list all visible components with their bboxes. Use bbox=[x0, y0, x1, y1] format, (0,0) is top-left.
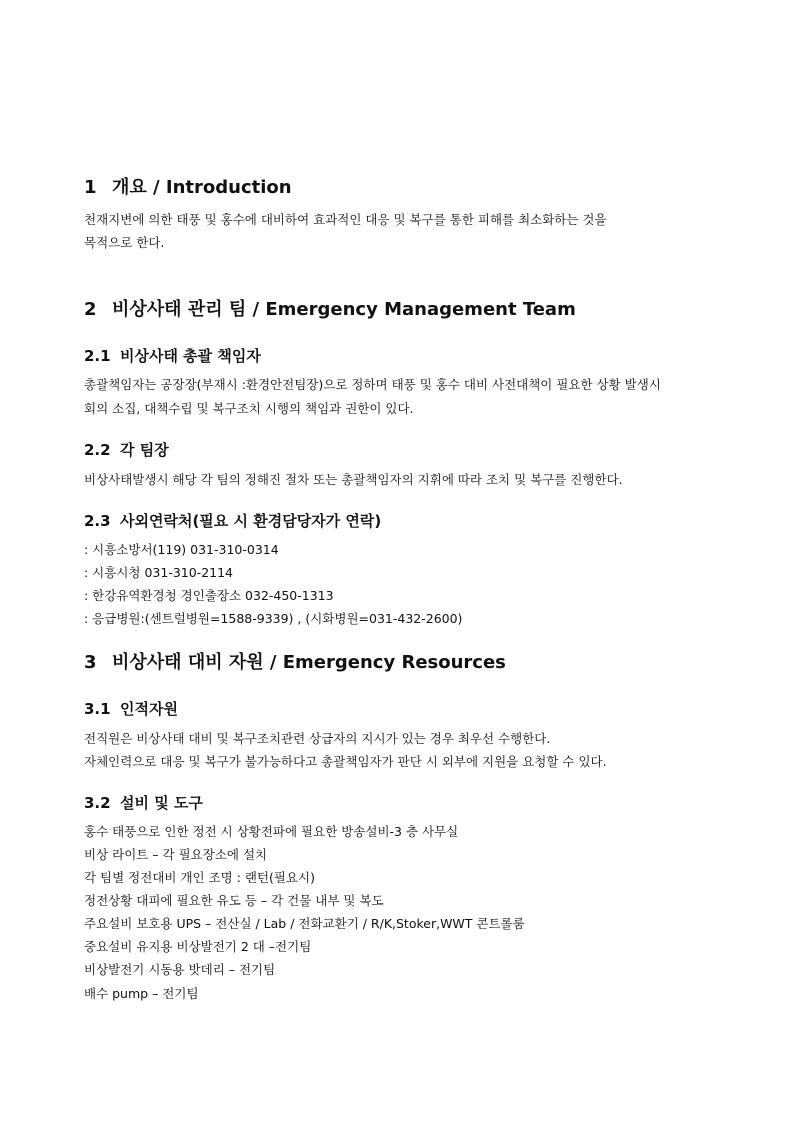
subsection-title: 설비 및 도구 bbox=[120, 794, 203, 812]
section-title: 비상사태 대비 자원 / Emergency Resources bbox=[112, 652, 506, 673]
contact-line: : 시흥소방서(119) 031-310-0314 bbox=[84, 542, 279, 557]
section-number: 3 bbox=[84, 652, 97, 673]
subsection-2-2-heading bbox=[84, 440, 169, 460]
subsection-title: 비상사태 총괄 책임자 bbox=[120, 347, 261, 365]
paragraph-line: 비상사태발생시 해당 각 팀의 정해진 절차 또는 총괄책임자의 지휘에 따라 조치 및 복구를 진행한다. bbox=[84, 472, 623, 487]
subsection-3-1-heading bbox=[84, 699, 178, 719]
section-title: 비상사태 관리 팀 / Emergency Management Team bbox=[112, 299, 576, 320]
paragraph-line: 회의 소집, 대책수립 및 복구조치 시행의 책임과 권한이 있다. bbox=[84, 401, 414, 416]
equipment-line: 비상발전기 시동용 밧데리 – 전기팀 bbox=[84, 962, 276, 977]
subsection-title: 인적자원 bbox=[120, 700, 178, 718]
section-title: 개요 / Introduction bbox=[112, 177, 292, 198]
subsection-number: 2.3 bbox=[84, 512, 111, 530]
subsection-number: 2.1 bbox=[84, 347, 111, 365]
equipment-line: 각 팀별 정전대비 개인 조명 : 랜턴(필요시) bbox=[84, 870, 316, 885]
equipment-line: 주요설비 보호용 UPS – 전산실 / Lab / 전화교환기 / R/K,Stoker,WWT 콘트롤룸 bbox=[84, 916, 525, 931]
equipment-line: 비상 라이트 – 각 필요장소에 설치 bbox=[84, 847, 268, 862]
paragraph-line: 천재지변에 의한 태풍 및 홍수에 대비하여 효과적인 대응 및 복구를 통한 피해를 최소화하는 것을 bbox=[84, 212, 607, 227]
subsection-3-2-heading bbox=[84, 793, 203, 813]
subsection-number: 3.2 bbox=[84, 794, 111, 812]
contact-line: : 시흥시청 031-310-2114 bbox=[84, 565, 234, 580]
contact-line: : 응급병원:(센트럴병원=1588-9339) , (시화병원=031-432-2600) bbox=[84, 611, 463, 626]
paragraph-line: 목적으로 한다. bbox=[84, 235, 165, 250]
contact-line: : 한강유역환경청 경인출장소 032-450-1313 bbox=[84, 588, 334, 603]
equipment-line: 정전상황 대피에 필요한 유도 등 – 각 건물 내부 및 복도 bbox=[84, 893, 384, 908]
subsection-2-3-heading bbox=[84, 511, 381, 531]
section-3-heading bbox=[84, 652, 506, 674]
subsection-number: 2.2 bbox=[84, 441, 111, 459]
section-number: 1 bbox=[84, 177, 97, 198]
section-number: 2 bbox=[84, 299, 97, 320]
section-2-heading bbox=[84, 299, 576, 321]
paragraph-line: 전직원은 비상사태 대비 및 복구조치관련 상급자의 지시가 있는 경우 최우선 수행한다. bbox=[84, 731, 551, 746]
section-1-heading bbox=[84, 177, 292, 199]
subsection-number: 3.1 bbox=[84, 700, 111, 718]
subsection-title: 각 팀장 bbox=[120, 441, 169, 459]
subsection-2-1-heading bbox=[84, 346, 261, 366]
paragraph-line: 총괄책임자는 공장장(부재시 :환경안전팀장)으로 정하며 태풍 및 홍수 대비 사전대책이 필요한 상황 발생시 bbox=[84, 377, 661, 392]
paragraph-line: 자체인력으로 대응 및 복구가 불가능하다고 총괄책임자가 판단 시 외부에 지원을 요청할 수 있다. bbox=[84, 754, 607, 769]
equipment-line: 배수 pump – 전기팀 bbox=[84, 986, 199, 1001]
equipment-line: 홍수 태풍으로 인한 정전 시 상황전파에 필요한 방송설비-3 층 사무실 bbox=[84, 824, 459, 839]
equipment-line: 중요설비 유지용 비상발전기 2 대 –전기팀 bbox=[84, 939, 312, 954]
subsection-title: 사외연락처(필요 시 환경담당자가 연락) bbox=[120, 512, 382, 530]
